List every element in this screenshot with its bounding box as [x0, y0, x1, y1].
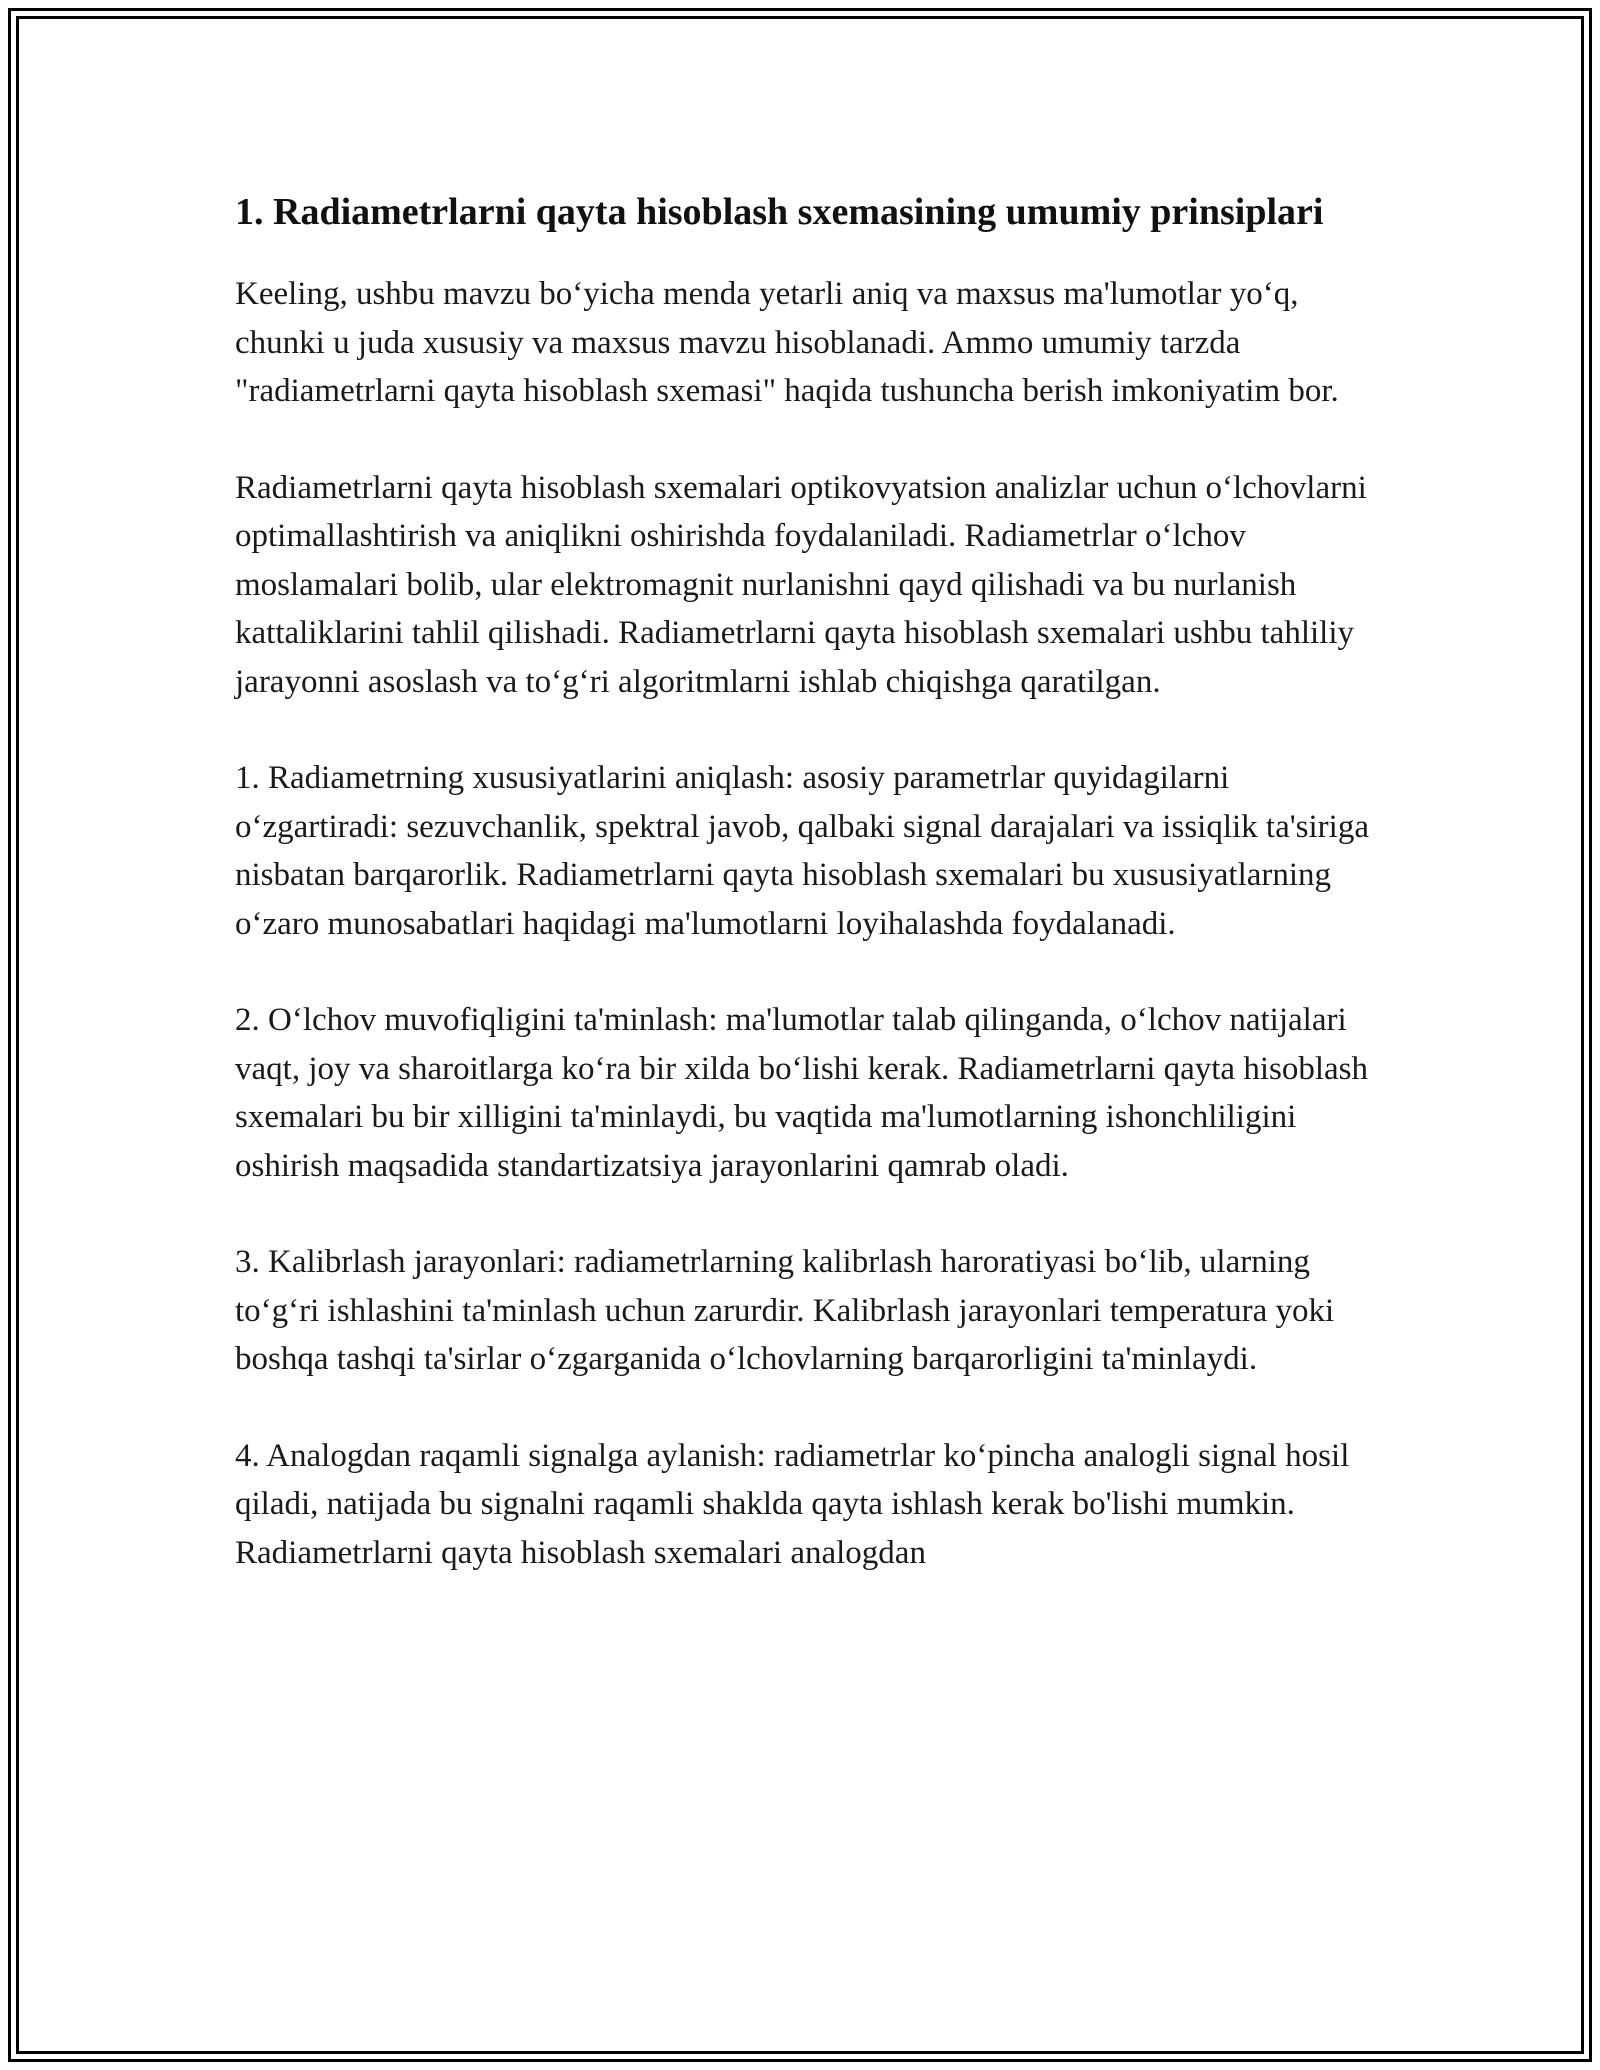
intro-paragraph: Keeling, ushbu mavzu bo‘yicha menda yetarli aniq va maxsus ma'lumotlar yo‘q, chunki u juda xususiy va maxsus mavzu hisoblanadi. Ammo umumiy tarzda "radiametrlarni qayta hisoblash sxemasi" haqida tushuncha berish imkoniyatim bor.	[235, 276, 1339, 409]
document-body	[235, 185, 1385, 1625]
point-1-paragraph: 1. Radiametrning xususiyatlarini aniqlash: asosiy parametrlar quyidagilarni o‘zgartiradi: sezuvchanlik, spektral javob, qalbaki signal darajalari va issiqlik ta'siriga nisbatan barqarorlik. Radiametrlarni qayta hisoblash sxemalari bu xususiyatlarning o‘zaro munosabatlari haqidagi ma'lumotlarni loyihalashda foydalanadi.	[235, 760, 1369, 942]
point-2-paragraph: 2. O‘lchov muvofiqligini ta'minlash: ma'lumotlar talab qilinganda, o‘lchov natijalari vaqt, joy va sharoitlarga ko‘ra bir xilda bo‘lishi kerak. Radiametrlarni qayta hisoblash sxemalari bu bir xilligini ta'minlaydi, bu vaqtida ma'lumotlarning ishonchliligini oshirish maqsadida standartizatsiya jarayonlarini qamrab oladi.	[235, 1002, 1368, 1184]
point-4-paragraph: 4. Analogdan raqamli signalga aylanish: radiametrlar ko‘pincha analogli signal hosil qiladi, natijada bu signalni raqamli shaklda qayta ishlash kerak bo'lishi mumkin. Radiametrlarni qayta hisoblash sxemalari analogdan	[235, 1437, 1350, 1571]
section-heading: 1. Radiametrlarni qayta hisoblash sxemasining umumiy prinsiplari	[235, 191, 1324, 233]
overview-paragraph: Radiametrlarni qayta hisoblash sxemalari optikovyatsion analizlar uchun o‘lchovlarni optimallashtirish va aniqlikni oshirishda foydalaniladi. Radiametrlar o‘lchov moslamalari bolib, ular elektromagnit nurlanishni qayd qilishadi va bu nurlanish kattaliklarini tahlil qilishadi. Radiametrlarni qayta hisoblash sxemalari ushbu tahliliy jarayonni asoslash va to‘g‘ri algoritmlarni ishlab chiqishga qaratilgan.	[235, 469, 1367, 700]
point-3-paragraph: 3. Kalibrlash jarayonlari: radiametrlarning kalibrlash haroratiyasi bo‘lib, ularning to‘g‘ri ishlashini ta'minlash uchun zarurdir. Kalibrlash jarayonlari temperatura yoki boshqa tashqi ta'sirlar o‘zgarganida o‘lchovlarning barqarorligini ta'minlaydi.	[235, 1244, 1335, 1377]
